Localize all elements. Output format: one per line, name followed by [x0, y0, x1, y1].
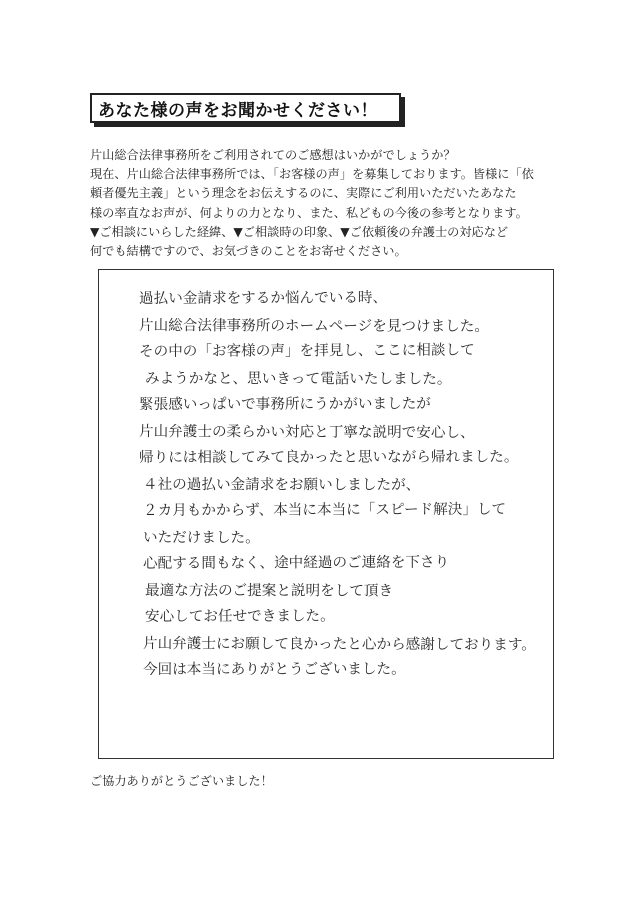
letter-line: 最適な方法のご提案と説明をして頂き: [144, 581, 394, 599]
page-title: あなた様の声をお聞かせください！: [98, 100, 378, 121]
letter-line: 片山弁護士の柔らかい対応と丁寧な説明で安心し、: [138, 422, 475, 441]
intro-paragraph: [90, 146, 560, 261]
letter-line: みようかなと、思いきって電話いたしました。: [144, 369, 452, 388]
footer-thanks: ご協力ありがとうございました！: [90, 774, 273, 788]
letter-line: いただけました。: [142, 528, 260, 546]
letter-line: 安心してお任せできました。: [144, 607, 335, 625]
intro-line: 片山総合法律事務所をご利用されてのご感想はいかがでしょうか？: [90, 148, 456, 162]
intro-line: 何でも結構ですので、お気づきのことをお寄せください。: [90, 244, 407, 259]
letter-line: 片山総合法律事務所のホームページを見つけました。: [138, 316, 489, 335]
intro-line: 頼者優先主義」という理念をお伝えするのに、実際にご利用いただいたあなた: [90, 186, 517, 201]
title-box: [90, 93, 401, 123]
intro-line: 様の率直なお声が、何よりの力となり、また、私どもの今後の参考となります。: [90, 205, 528, 220]
letter-line: ４社の過払い金請求をお願いしましたが、: [142, 475, 421, 493]
letter-line: 帰りには相談してみて良かったと思いながら帰れました。: [138, 448, 519, 466]
handwritten-letter-box: [98, 269, 554, 759]
letter-line: 心配する間もなく、途中経過のご連絡を下さり: [142, 553, 450, 572]
handwritten-letter: [139, 286, 536, 684]
letter-line: 過払い金請求をするか悩んでいる時、: [138, 289, 388, 307]
letter-line: 緊張感いっぱいで事務所にうかがいましたが: [138, 395, 431, 413]
letter-line: ２カ月もかからず、本当に本当に「スピード解決」して: [142, 500, 507, 519]
letter-line: その中の「お客様の声」を拝見し、ここに相談して: [138, 341, 475, 360]
intro-line: 現在、片山総合法律事務所では、「お客様の声」を募集しております。皆様に「依: [90, 167, 534, 182]
intro-line: ▼ご相談にいらした経緯、▼ご相談時の印象、▼ご依頼後の弁護士の対応など: [90, 224, 509, 239]
letter-line: 今回は本当にありがとうございました。: [142, 660, 406, 678]
letter-line: 片山弁護士にお願して良かったと心から感謝しております。: [142, 634, 536, 653]
